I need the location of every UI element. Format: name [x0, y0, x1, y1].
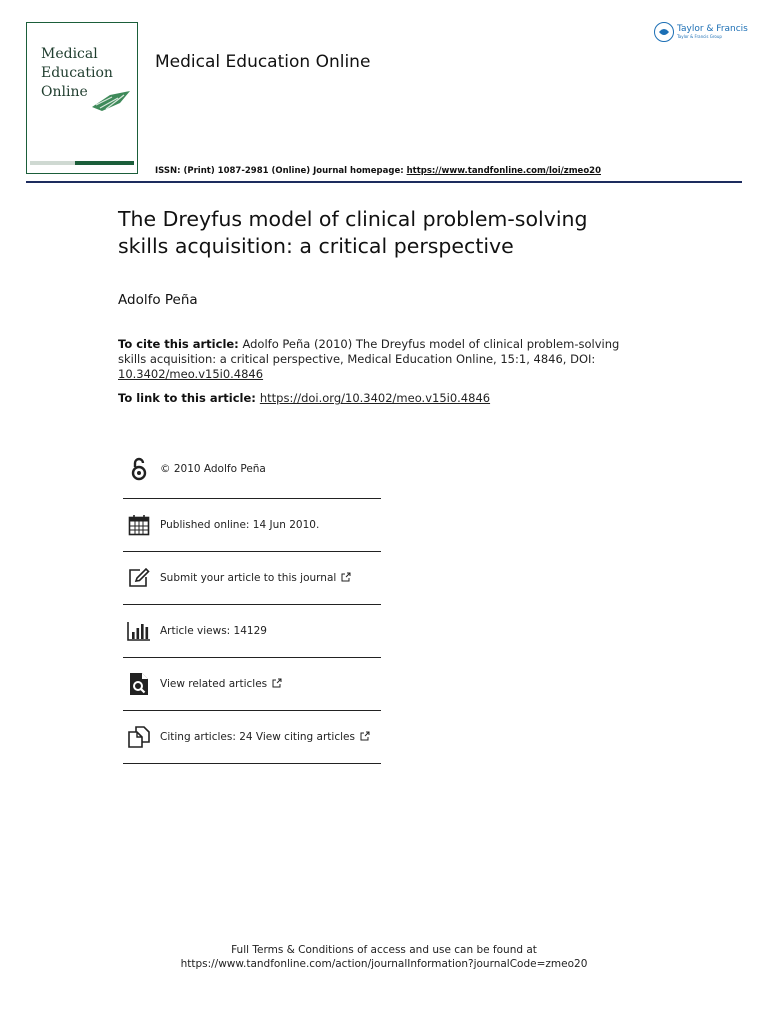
cite-text: Adolfo Peña (2010) The Dreyfus model of clinical problem-solving skills acquisition: a critical perspective, Medical Education Online, 15:1, 4846, DOI: — [118, 337, 620, 366]
issn-text: ISSN: (Print) 1087-2981 (Online) Journal homepage: — [155, 166, 407, 176]
article-doi-link[interactable]: https://doi.org/10.3402/meo.v15i0.4846 — [259, 391, 491, 405]
link-label: To link to this article: — [118, 391, 256, 405]
footer-line-1: Full Terms & Conditions of access and use can be found at — [231, 944, 537, 956]
journal-homepage-link[interactable]: https://www.tandfonline.com/loi/zmeo20 — [406, 166, 601, 176]
citing-articles-icon — [127, 725, 151, 749]
article-author[interactable]: Adolfo Peña — [118, 292, 198, 308]
cover-leaf-graphic — [90, 87, 132, 113]
info-row-citing[interactable] — [123, 711, 381, 764]
journal-cover — [26, 22, 138, 174]
open-access-icon — [127, 457, 151, 481]
info-text: Submit your article to this journal — [160, 572, 337, 584]
info-row-views — [123, 605, 381, 658]
taylor-francis-icon — [654, 22, 674, 42]
info-text: Published online: 14 Jun 2010. — [160, 519, 320, 531]
info-row-copyright — [123, 440, 381, 499]
external-link-icon — [360, 731, 370, 741]
cover-title: Medical Education Online — [41, 46, 113, 100]
citation — [118, 337, 638, 382]
article-link-line — [118, 391, 490, 405]
article-title: The Dreyfus model of clinical problem-solving skills acquisition: a critical perspective — [118, 207, 588, 258]
info-text: View related articles — [160, 678, 268, 690]
cover-strip-light — [30, 161, 75, 165]
bar-chart-icon — [127, 619, 151, 643]
external-link-icon — [272, 678, 282, 688]
publisher-name: Taylor & Francis — [677, 23, 748, 34]
issn-line — [155, 166, 601, 176]
info-text: Citing articles: 24 View citing articles — [160, 731, 355, 743]
footer-terms-link[interactable]: https://www.tandfonline.com/action/journalInformation?journalCode=zmeo20 — [180, 958, 588, 970]
info-row-submit[interactable] — [123, 552, 381, 605]
terms-footer — [0, 943, 768, 971]
header-rule — [26, 181, 742, 183]
info-text: © 2010 Adolfo Peña — [160, 463, 266, 475]
edit-icon — [127, 566, 151, 590]
search-document-icon — [127, 672, 151, 696]
info-link[interactable] — [160, 572, 351, 584]
publisher-logo[interactable] — [654, 22, 748, 42]
info-link[interactable] — [160, 731, 370, 743]
info-link[interactable] — [160, 678, 282, 690]
calendar-icon — [127, 513, 151, 537]
article-info-list — [123, 440, 381, 764]
journal-name[interactable]: Medical Education Online — [155, 52, 371, 72]
doi-link[interactable]: 10.3402/meo.v15i0.4846 — [118, 367, 264, 381]
external-link-icon — [341, 572, 351, 582]
info-row-related[interactable] — [123, 658, 381, 711]
cite-label: To cite this article: — [118, 337, 239, 351]
info-text: Article views: 14129 — [160, 625, 267, 637]
info-row-published — [123, 499, 381, 552]
publisher-sub: Taylor & Francis Group — [677, 33, 722, 39]
